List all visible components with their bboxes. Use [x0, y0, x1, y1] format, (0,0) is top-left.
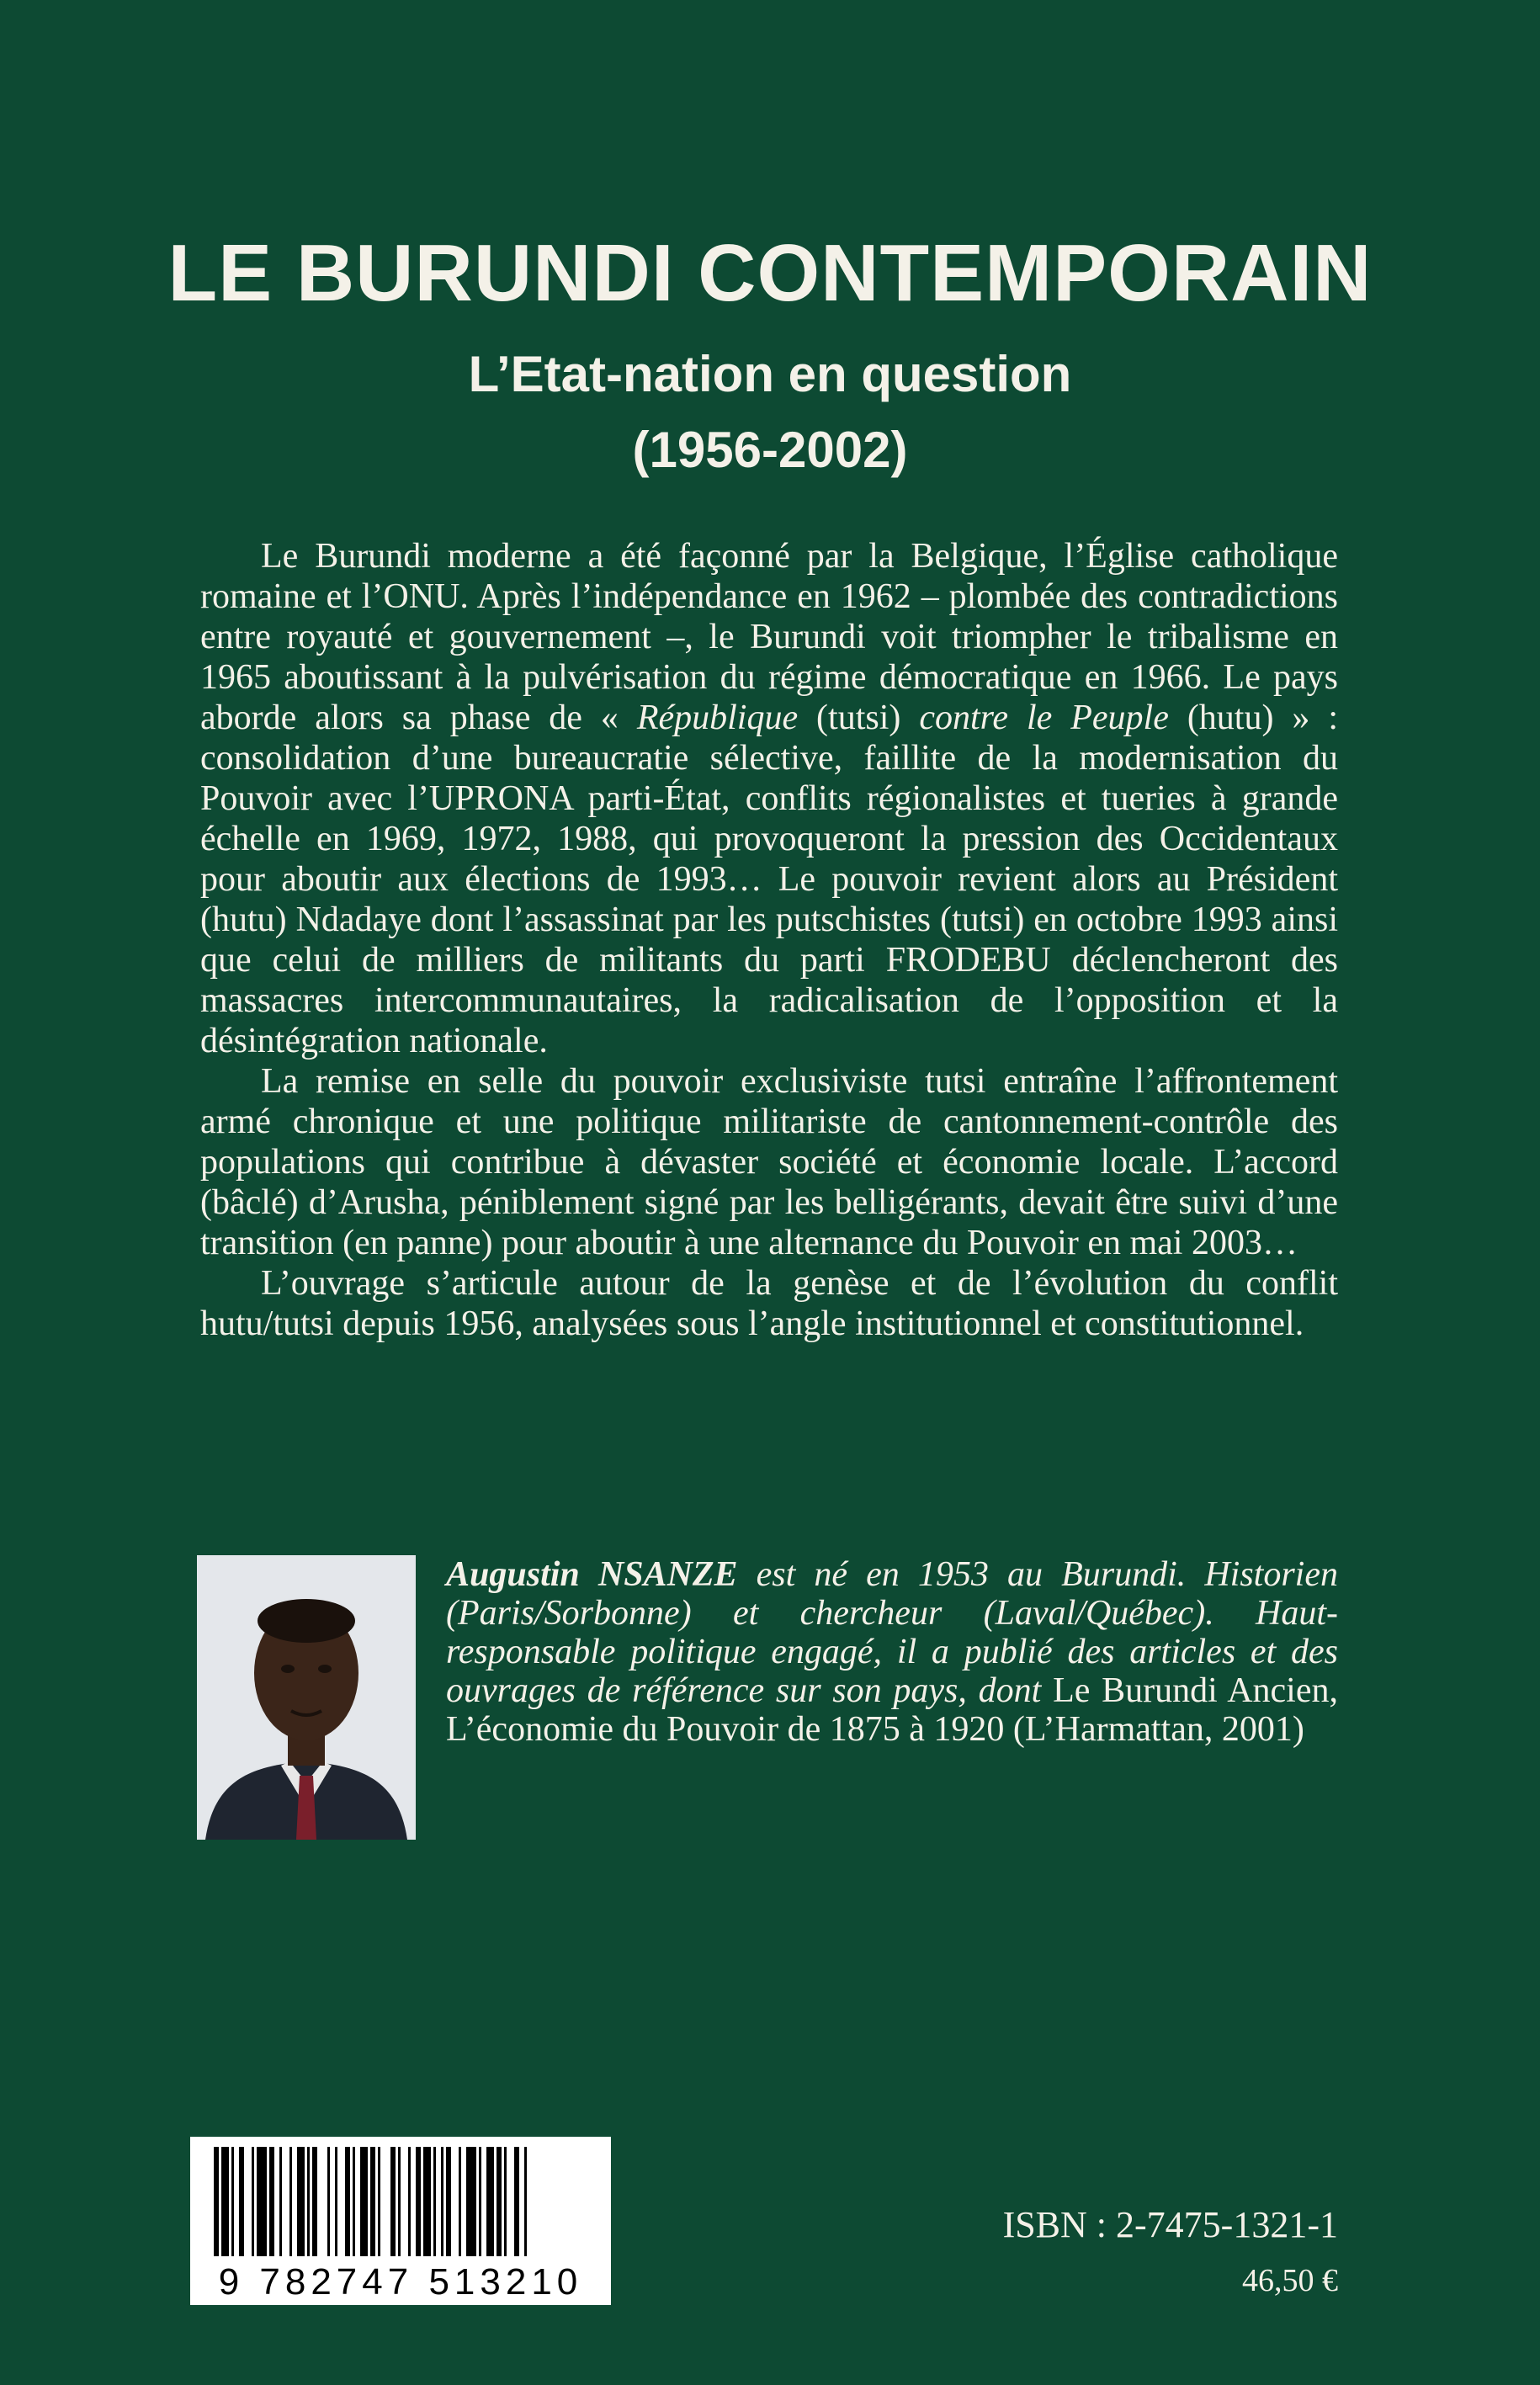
author-bio-works: Le Burundi Ancien, L’économie du Pouvoir de 1875 à 1920 (L’Harmattan, 2001): [446, 1671, 1338, 1749]
synopsis-p1-italic-1: République: [636, 699, 799, 737]
price: 46,50 €: [1242, 2263, 1338, 2298]
synopsis-paragraph-3: L’ouvrage s’articule autour de la genèse et de l’évolution du conflit hutu/tutsi depuis 1956, analysées sous l’angle institutionnel et constitutionnel.: [200, 1264, 1338, 1343]
book-subtitle: L’Etat-nation en question: [468, 346, 1072, 402]
synopsis-p1-part-a: Le Burundi moderne a été façonné par la Belgique, l’Église catholique romaine et l’ONU. Après l’indépendance en 1962 – plombée des contradictions entre royauté et gouvernement –, le Burundi voit triompher le tribalisme en 1965 aboutissant à la pulvérisation du régime démocratique en 1966. Le pays aborde alors sa phase de «: [200, 537, 1338, 737]
author-photo: [197, 1555, 416, 1840]
barcode: [190, 2137, 611, 2305]
isbn: ISBN : 2-7475-1321-1: [1002, 2204, 1338, 2245]
barcode-digits: 9 782747 513210: [218, 2261, 583, 2303]
book-title: LE BURUNDI CONTEMPORAIN: [167, 228, 1373, 318]
synopsis: [200, 536, 1338, 1344]
synopsis-paragraph-2: La remise en selle du pouvoir exclusiviste tutsi entraîne l’affrontement armé chronique et une politique militariste de cantonnement-contrôle des populations qui contribue à dévaster société et économie locale. L’accord (bâclé) d’Arusha, péniblement signé par les belligérants, devait être suivi d’une transition (en panne) pour aboutir à une alternance du Pouvoir en mai 2003…: [200, 1062, 1338, 1262]
synopsis-p1-part-c: (hutu) » : consolidation d’une bureaucratie sélective, faillite de la modernisation du Pouvoir avec l’UPRONA parti-État, conflits régionalistes et tueries à grande échelle en 1969, 1972, 1988, qui provoqueront la pression des Occidentaux pour aboutir aux élections de 1993… Le pouvoir revient alors au Président (hutu) Ndadaye dont l’assassinat par les putschistes (tutsi) en octobre 1993 ainsi que celui de milliers de militants du parti FRODEBU déclencheront des massacres intercommunautaires, la radicalisation de l’opposition et la désintégration nationale.: [200, 699, 1339, 1060]
book-years: (1956-2002): [632, 422, 908, 478]
synopsis-paragraph-1: [200, 536, 1338, 1061]
author-bio: [446, 1555, 1338, 1749]
author-name: Augustin NSANZE: [446, 1555, 738, 1594]
author-bio-italic: est né en 1953 au Burundi. Historien (Paris/Sorbonne) et chercheur (Laval/Québec). Haut-responsable politique engagé, il a publié des articles et des ouvrages de référence sur son pays, dont: [446, 1555, 1338, 1710]
barcode-bars: [190, 2137, 611, 2263]
synopsis-p1-italic-2: contre le Peuple: [919, 699, 1169, 737]
author-portrait-icon: [197, 1555, 416, 1840]
synopsis-p1-part-b: (tutsi): [798, 699, 920, 737]
